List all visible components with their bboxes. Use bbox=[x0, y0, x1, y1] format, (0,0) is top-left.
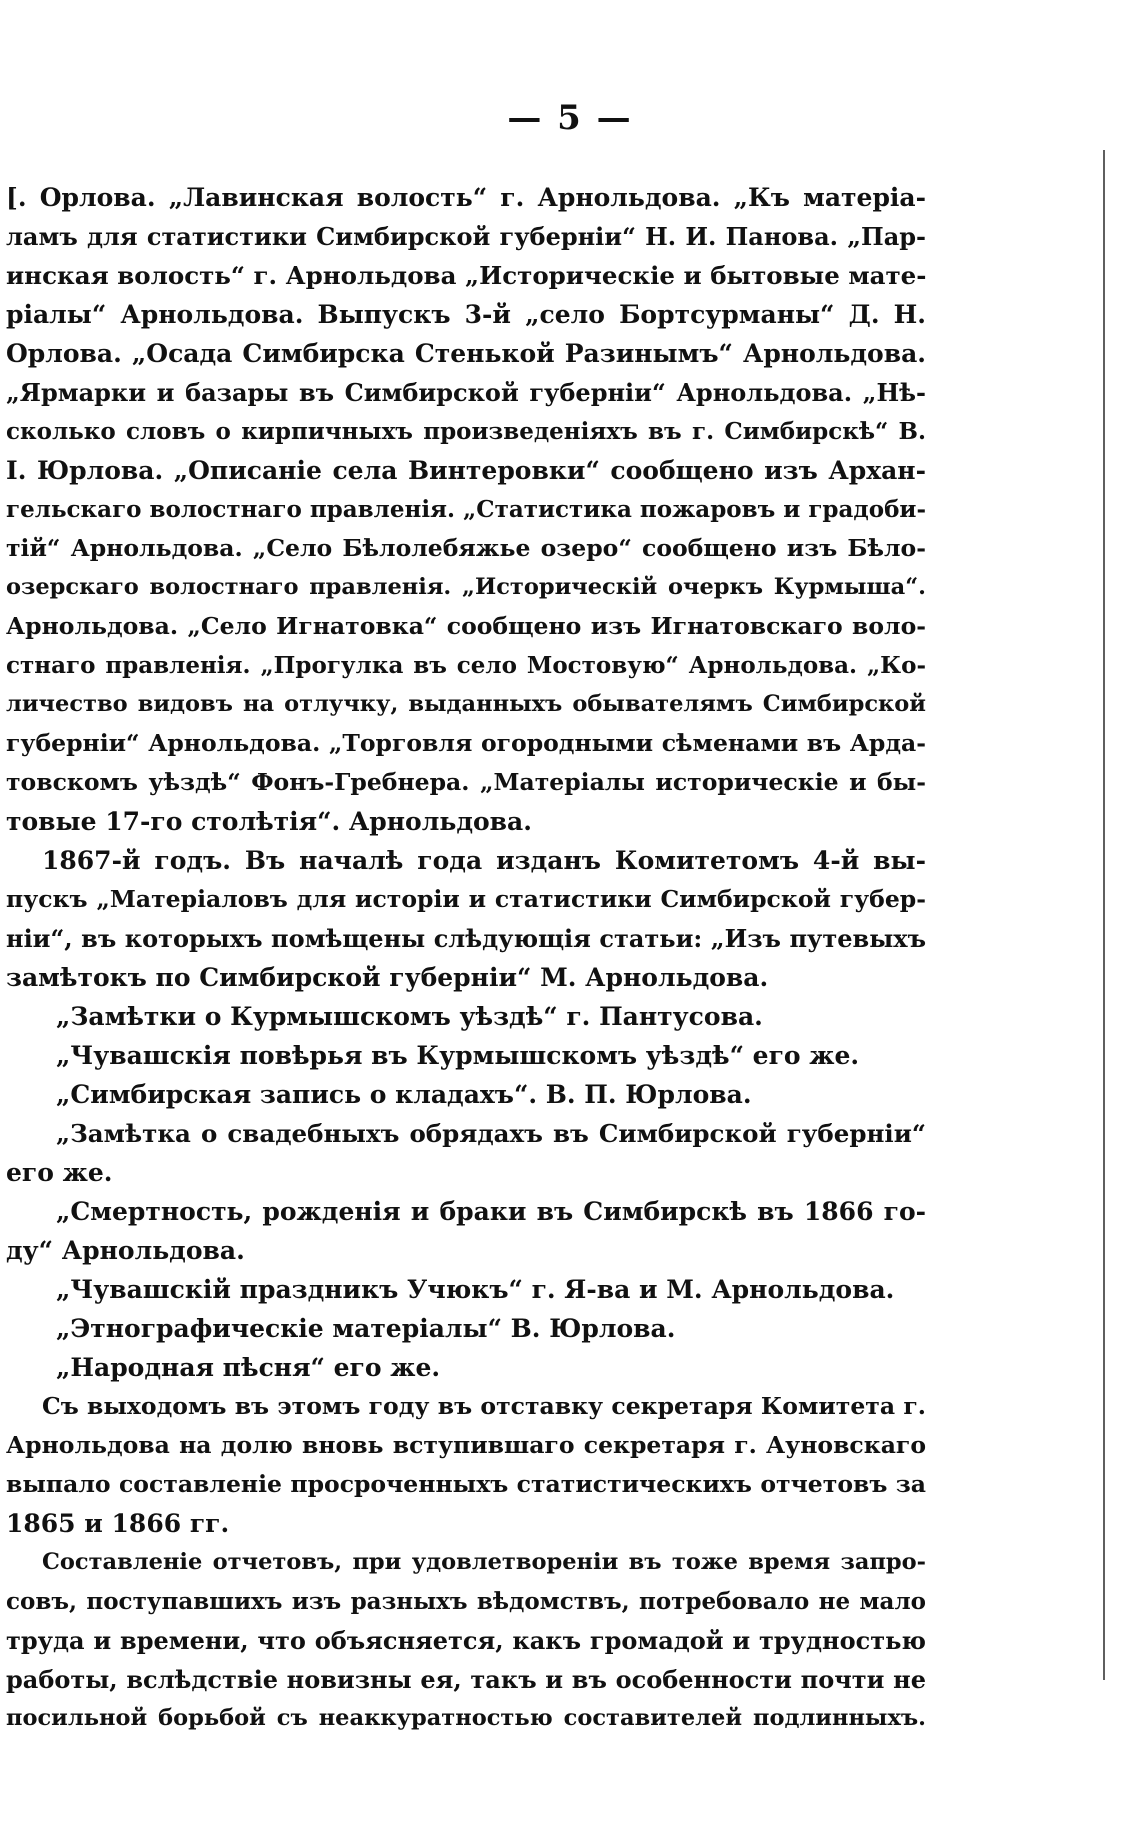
text-line: „Симбирская запись о кладахъ“. В. П. Юрлова. bbox=[56, 1080, 752, 1109]
text-line: ду“ Арнольдова. bbox=[6, 1236, 245, 1265]
body-text bbox=[6, 178, 926, 1738]
text-line: „Народная пѣсня“ его же. bbox=[56, 1353, 441, 1382]
text-line: „Чувашскій праздникъ Учюкъ“ г. Я-ва и М. Арнольдова. bbox=[56, 1275, 895, 1304]
text-line: товые 17-го столѣтія“. Арнольдова. bbox=[6, 807, 532, 836]
text-line: Съ выходомъ въ этомъ году въ отставку секретаря Комитета г. bbox=[42, 1392, 926, 1420]
text-line: [. Орлова. „Лавинская волость“ г. Арнольдова. „Къ матеріа- bbox=[6, 183, 926, 212]
text-line: посильной борьбой съ неаккуратностью составителей подлинныхъ. bbox=[6, 1705, 926, 1731]
text-line: гельскаго волостнаго правленія. „Статистика пожаровъ и градоби- bbox=[6, 496, 926, 523]
text-line: 1867-й годъ. Въ началѣ года изданъ Комитетомъ 4-й вы- bbox=[42, 846, 926, 875]
text-line: озерскаго волостнаго правленія. „Историческій очеркъ Курмыша“. bbox=[6, 574, 926, 600]
text-line: Арнольдова на долю вновь вступившаго секретаря г. Ауновскаго bbox=[6, 1431, 926, 1459]
text-line: ніи“, въ которыхъ помѣщены слѣдующія статьи: „Изъ путевыхъ bbox=[6, 924, 926, 953]
text-line: ламъ для статистики Симбирской губерніи“ Н. И. Панова. „Пар- bbox=[6, 222, 926, 251]
text-line: I. Юрлова. „Описаніе села Винтеровки“ сообщено изъ Архан- bbox=[6, 456, 926, 485]
text-line: стнаго правленія. „Прогулка въ село Мостовую“ Арнольдова. „Ко- bbox=[6, 652, 926, 679]
text-line: Арнольдова. „Село Игнатовка“ сообщено изъ Игнатовскаго воло- bbox=[6, 612, 926, 640]
text-line: товскомъ уѣздѣ“ Фонъ-Гребнера. „Матеріалы историческіе и бы- bbox=[6, 768, 926, 796]
text-line: труда и времени, что объясняется, какъ громадой и трудностью bbox=[6, 1626, 926, 1655]
text-line: „Чувашскія повѣрья въ Курмышскомъ уѣздѣ“ его же. bbox=[56, 1041, 860, 1070]
page-edge-line bbox=[1103, 150, 1105, 1680]
text-line: 1865 и 1866 гг. bbox=[6, 1509, 230, 1538]
page-number: — 5 — bbox=[507, 98, 633, 138]
text-line: „Ярмарки и базары въ Симбирской губерніи“ Арнольдова. „Нѣ- bbox=[6, 378, 926, 407]
text-line: замѣтокъ по Симбирской губерніи“ М. Арнольдова. bbox=[6, 963, 769, 992]
text-line: Орлова. „Осада Симбирска Стенькой Разинымъ“ Арнольдова. bbox=[6, 339, 926, 368]
text-line: тій“ Арнольдова. „Село Бѣлолебяжье озеро“ сообщено изъ Бѣло- bbox=[6, 534, 926, 562]
text-line: пускъ „Матеріаловъ для исторіи и статистики Симбирской губер- bbox=[6, 885, 926, 913]
text-line: „Этнографическіе матеріалы“ В. Юрлова. bbox=[56, 1314, 676, 1343]
text-line: „Замѣтки о Курмышскомъ уѣздѣ“ г. Пантусова. bbox=[56, 1002, 763, 1031]
text-line: его же. bbox=[6, 1158, 113, 1187]
text-line: Составленіе отчетовъ, при удовлетвореніи въ тоже время запро- bbox=[42, 1549, 926, 1575]
text-line: выпало составленіе просроченныхъ статистическихъ отчетовъ за bbox=[6, 1470, 926, 1498]
text-line: личество видовъ на отлучку, выданныхъ обывателямъ Симбирской bbox=[6, 691, 926, 717]
text-line: „Смертность, рожденія и браки въ Симбирскѣ въ 1866 го- bbox=[56, 1197, 926, 1226]
text-line: инская волость“ г. Арнольдова „Историческіе и бытовые мате- bbox=[6, 261, 926, 290]
text-line: „Замѣтка о свадебныхъ обрядахъ въ Симбирской губерніи“ bbox=[56, 1119, 926, 1148]
text-line: совъ, поступавшихъ изъ разныхъ вѣдомствъ, потребовало не мало bbox=[6, 1588, 926, 1615]
text-line: работы, вслѣдствіе новизны ея, такъ и въ особенности почти не bbox=[6, 1665, 926, 1694]
text-line: ріалы“ Арнольдова. Выпускъ 3-й „село Бортсурманы“ Д. Н. bbox=[6, 300, 926, 329]
text-line: сколько словъ о кирпичныхъ произведеніяхъ въ г. Симбирскѣ“ В. bbox=[6, 418, 926, 445]
text-line: губерніи“ Арнольдова. „Торговля огородными сѣменами въ Арда- bbox=[6, 729, 926, 757]
